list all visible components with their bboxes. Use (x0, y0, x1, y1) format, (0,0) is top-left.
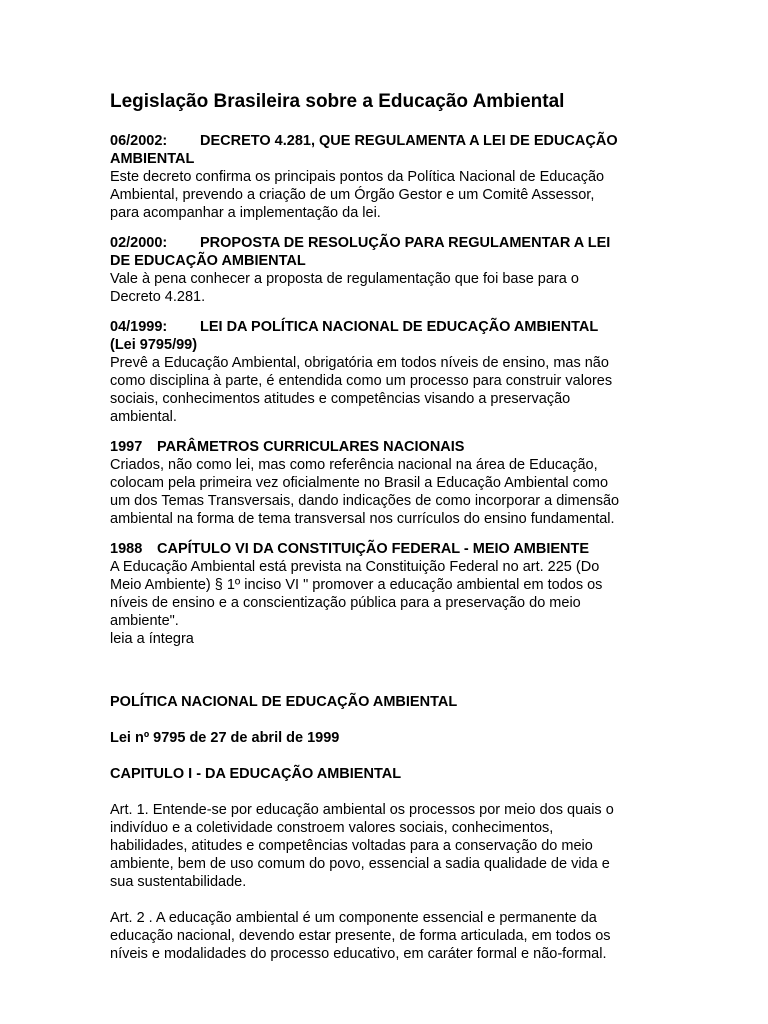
entry-title-continued: DE EDUCAÇÃO AMBIENTAL (110, 253, 306, 269)
entry-title-continued: AMBIENTAL (110, 151, 195, 167)
entry-description (110, 168, 670, 222)
entry-heading (110, 132, 670, 168)
entry-date: 06/2002: (110, 133, 168, 149)
entry-description (110, 270, 670, 306)
entry-description-line: um dos Temas Transversais, dando indicações de como incorporar a dimensão (110, 493, 620, 509)
article-line: sua sustentabilidade. (110, 874, 247, 890)
read-full-text-link[interactable]: leia a íntegra (110, 631, 194, 647)
legislation-entry (110, 438, 670, 528)
entry-title: CAPÍTULO VI DA CONSTITUIÇÃO FEDERAL - MEIO AMBIENTE (157, 541, 590, 557)
entry-description-line: Este decreto confirma os principais pontos da Política Nacional de Educação (110, 169, 605, 185)
article-line: educação nacional, devendo estar presente, de forma articulada, em todos os (110, 928, 611, 944)
entry-description-line: Meio Ambiente) § 1º inciso VI " promover a educação ambiental em todos os (110, 577, 603, 593)
policy-title: POLÍTICA NACIONAL DE EDUCAÇÃO AMBIENTAL (110, 694, 458, 710)
article-line: ambiente, bem de uso comum do povo, essencial a sadia qualidade de vida e (110, 856, 610, 872)
entry-date: 1997 (110, 439, 143, 455)
article-line: indivíduo e a coletividade constroem valores sociais, conhecimentos, (110, 820, 554, 836)
legislation-entry (110, 132, 670, 222)
document-page (110, 90, 670, 963)
entry-description-line: ambiental na forma de tema transversal nos currículos do ensino fundamental. (110, 511, 615, 527)
spacer (110, 660, 670, 693)
entry-title: DECRETO 4.281, QUE REGULAMENTA A LEI DE EDUCAÇÃO (200, 133, 618, 149)
entry-description-line: sociais, conhecimentos atitudes e competências visando a preservação (110, 391, 571, 407)
article-2 (110, 909, 670, 963)
entry-description-line: níveis de ensino e a conscientização pública para a preservação do meio (110, 595, 581, 611)
entry-description-line: colocam pela primeira vez oficialmente no Brasil a Educação Ambiental como (110, 475, 609, 491)
spacer (110, 711, 670, 729)
entry-date: 1988 (110, 541, 143, 557)
entry-heading (110, 438, 670, 456)
spacer (110, 891, 670, 909)
entry-description-line: ambiental. (110, 409, 177, 425)
spacer (110, 783, 670, 801)
entry-title: PROPOSTA DE RESOLUÇÃO PARA REGULAMENTAR A LEI (200, 235, 611, 251)
article-line: Art. 1. Entende-se por educação ambiental os processos por meio dos quais o (110, 802, 614, 818)
entry-description-line: Criados, não como lei, mas como referência nacional na área de Educação, (110, 457, 598, 473)
law-title: Lei nº 9795 de 27 de abril de 1999 (110, 730, 340, 746)
entry-description-line: Decreto 4.281. (110, 289, 206, 305)
entry-description-line: Vale à pena conhecer a proposta de regulamentação que foi base para o (110, 271, 579, 287)
entry-description (110, 558, 670, 630)
entry-title-continued: (Lei 9795/99) (110, 337, 198, 353)
entry-description (110, 354, 670, 426)
entry-description-line: como disciplina à parte, é entendida como um processo para construir valores (110, 373, 613, 389)
entry-date: 04/1999: (110, 319, 168, 335)
entry-description (110, 456, 670, 528)
entry-description-line: para acompanhar a implementação da lei. (110, 205, 381, 221)
entry-description-line: Ambiental, prevendo a criação de um Órgão Gestor e um Comitê Assessor, (110, 187, 595, 203)
entry-description-line: Prevê a Educação Ambiental, obrigatória em todos níveis de ensino, mas não (110, 355, 609, 371)
entry-title: PARÂMETROS CURRICULARES NACIONAIS (157, 439, 465, 455)
legislation-entry (110, 234, 670, 306)
article-line: níveis e modalidades do processo educativo, em caráter formal e não-formal. (110, 946, 607, 962)
article-line: Art. 2 . A educação ambiental é um componente essencial e permanente da (110, 910, 597, 926)
entry-heading (110, 318, 670, 354)
entry-heading (110, 540, 670, 558)
chapter-title: CAPITULO I - DA EDUCAÇÃO AMBIENTAL (110, 766, 402, 782)
entry-date: 02/2000: (110, 235, 168, 251)
legislation-entry (110, 540, 670, 648)
article-line: habilidades, atitudes e competências voltadas para a conservação do meio (110, 838, 593, 854)
entry-description-line: A Educação Ambiental está prevista na Constituição Federal no art. 225 (Do (110, 559, 600, 575)
entry-title: LEI DA POLÍTICA NACIONAL DE EDUCAÇÃO AMBIENTAL (200, 319, 599, 335)
article-1 (110, 801, 670, 891)
legislation-entry (110, 318, 670, 426)
entry-heading (110, 234, 670, 270)
spacer (110, 747, 670, 765)
document-title: Legislação Brasileira sobre a Educação Ambiental (110, 91, 565, 112)
entry-description-line: ambiente". (110, 613, 179, 629)
